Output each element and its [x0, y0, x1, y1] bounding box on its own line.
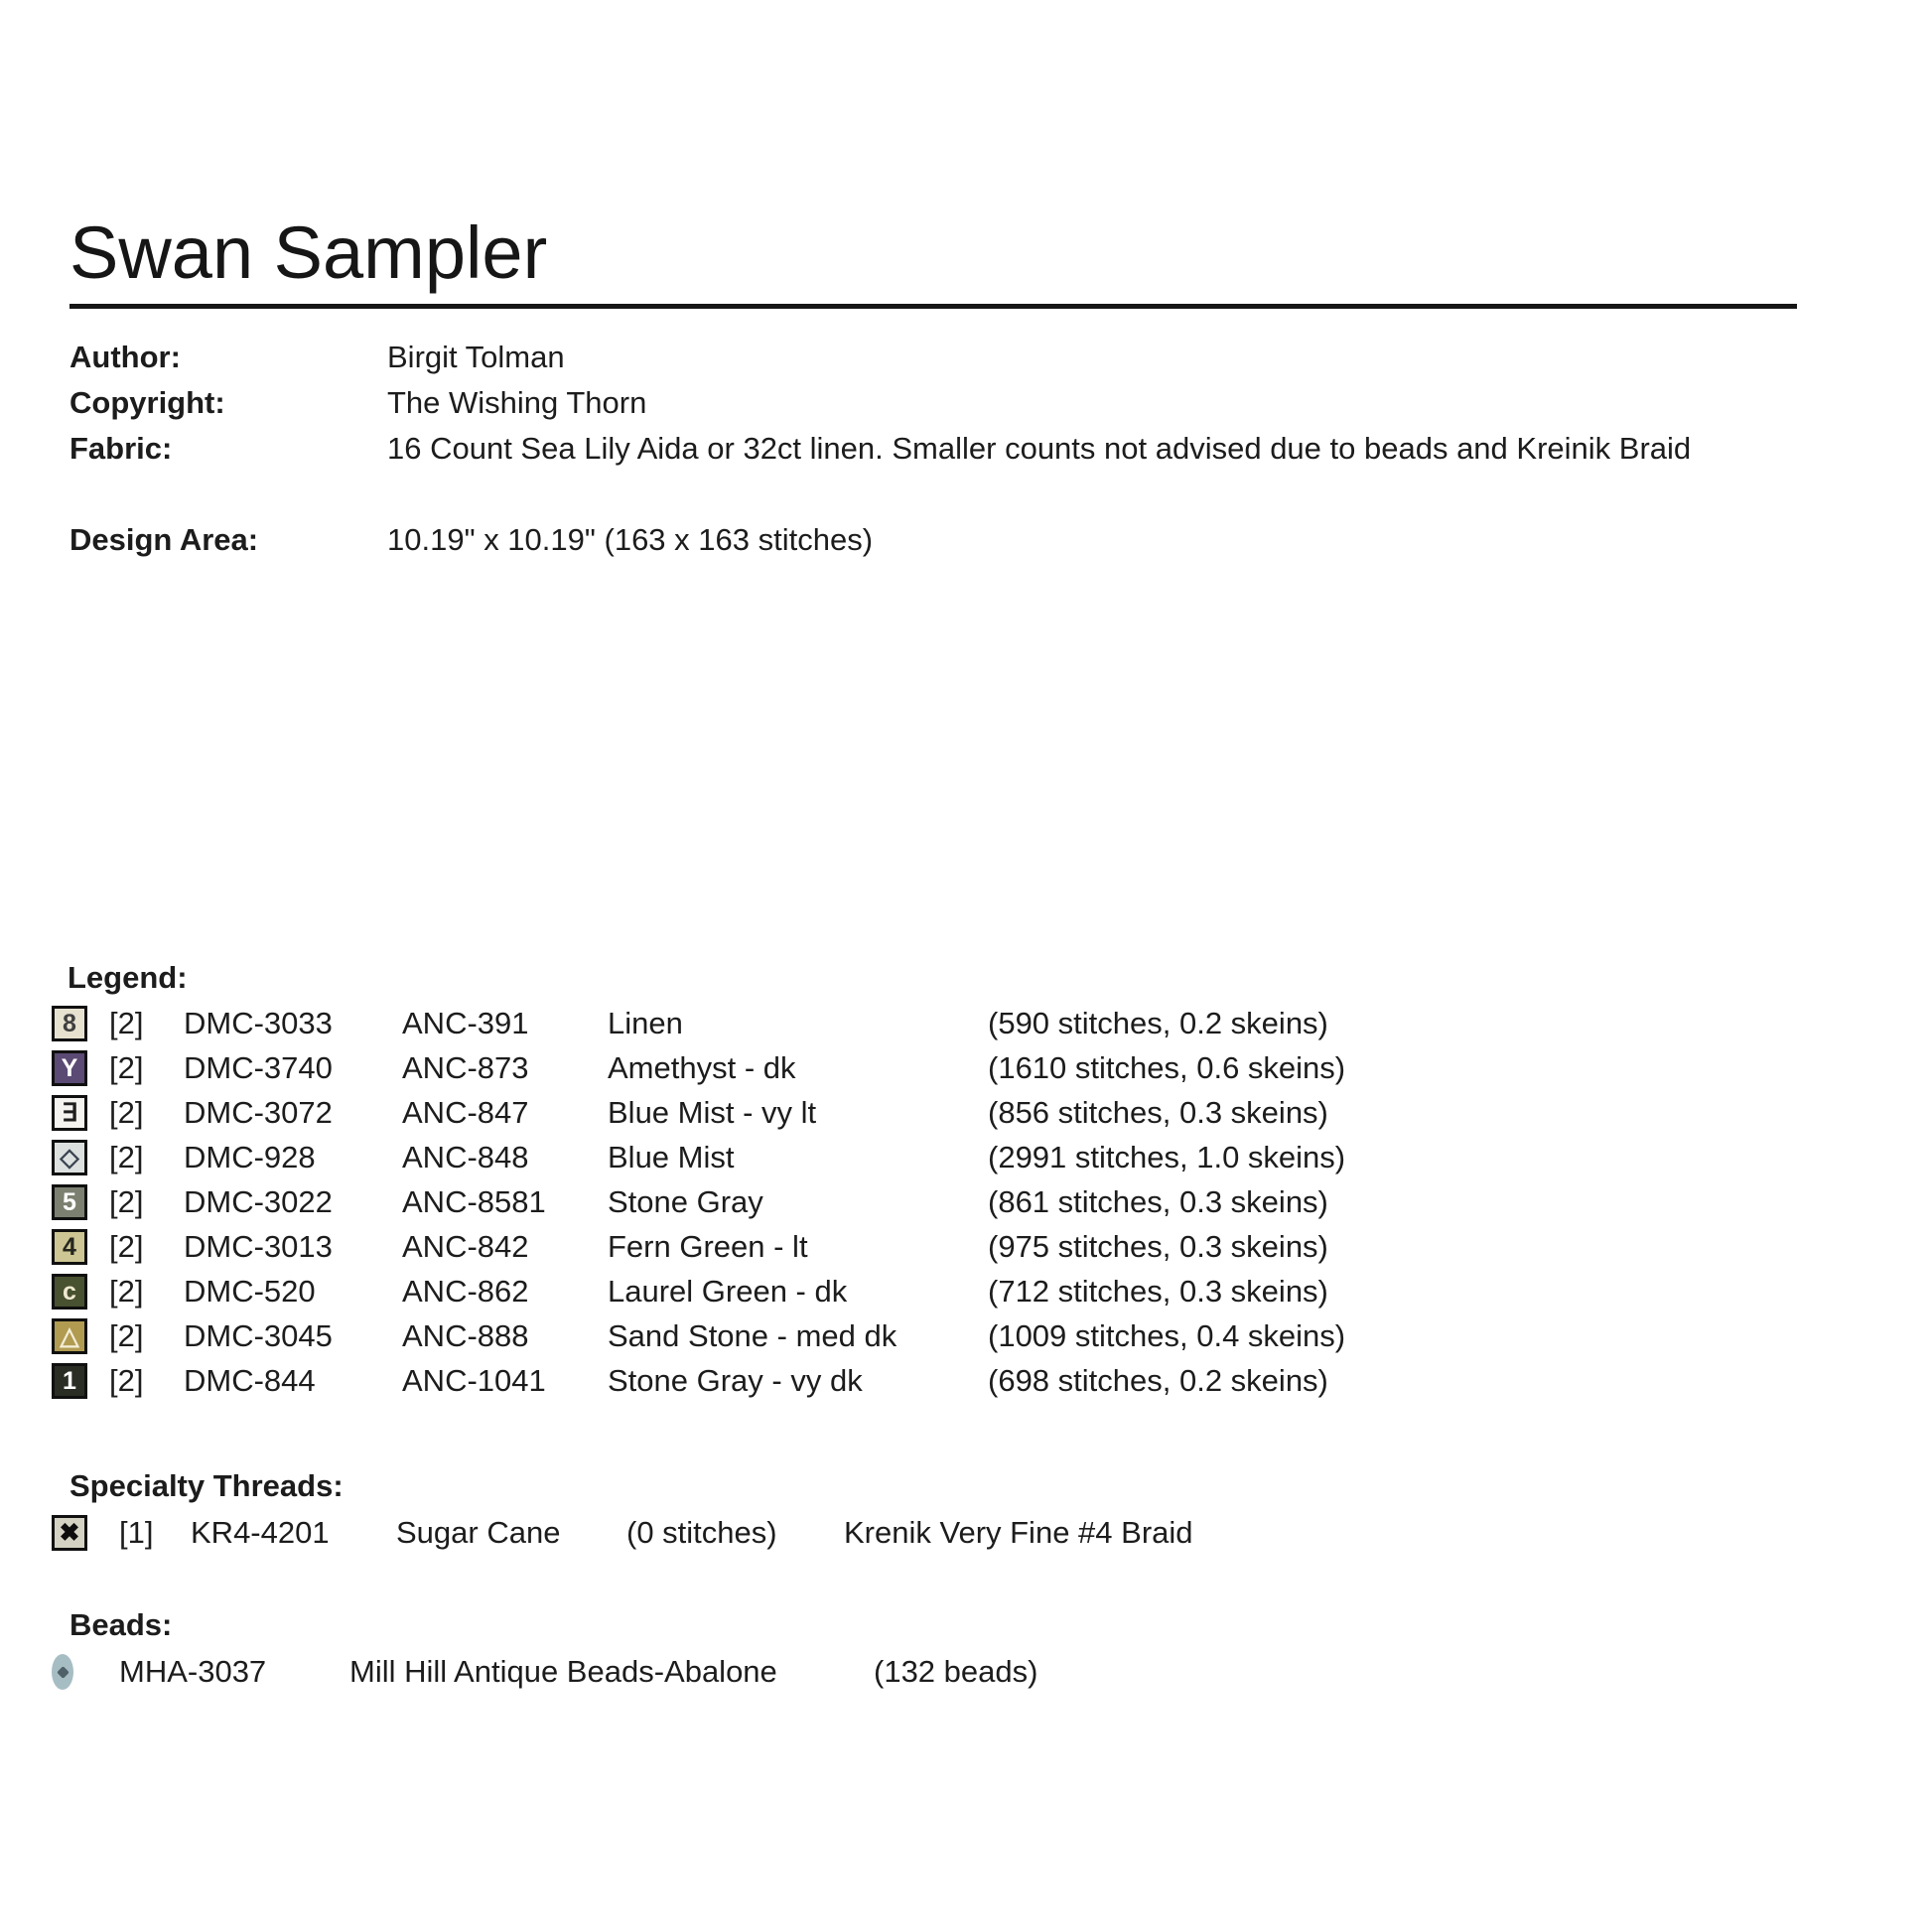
symbol-cell [52, 1318, 109, 1354]
bead-name: Mill Hill Antique Beads-Abalone [349, 1654, 777, 1689]
bead-icon [52, 1654, 73, 1690]
author-value: Birgit Tolman [387, 340, 565, 374]
legend-row [52, 1358, 1926, 1403]
dmc-code: DMC-3045 [184, 1317, 333, 1353]
fabric-value: 16 Count Sea Lily Aida or 32ct linen. Smaller counts not advised due to beads and Kreinik Braid [387, 431, 1692, 466]
bead-code: MHA-3037 [119, 1654, 267, 1689]
design-area-value: 10.19" x 10.19" (163 x 163 stitches) [387, 522, 874, 557]
copyright-row [69, 380, 1926, 426]
legend-row [52, 1001, 1926, 1045]
symbol-cell [52, 1515, 119, 1551]
symbol-cell [52, 1184, 109, 1220]
legend-row [52, 1224, 1926, 1269]
legend-row [52, 1135, 1926, 1179]
specialty-symbol-icon: ✖ [52, 1515, 87, 1551]
legend-row [52, 1313, 1926, 1358]
legend-row [52, 1045, 1926, 1090]
strand-count: [2] [109, 1273, 144, 1309]
usage-stats: (0 stitches) [626, 1515, 777, 1550]
dmc-code: DMC-928 [184, 1139, 316, 1174]
pattern-metadata [69, 335, 1926, 563]
copyright-label: Copyright: [69, 385, 225, 420]
specialty-thread-row [52, 1509, 1926, 1557]
anchor-code: ANC-842 [402, 1228, 529, 1264]
thread-color-name: Stone Gray [608, 1183, 763, 1219]
thread-symbol-icon: 1 [52, 1363, 87, 1399]
symbol-cell [52, 1274, 109, 1310]
dmc-code: DMC-844 [184, 1362, 316, 1398]
copyright-value: The Wishing Thorn [387, 385, 647, 420]
strand-count: [2] [109, 1005, 144, 1040]
thread-color-name: Linen [608, 1005, 683, 1040]
strand-count: [2] [109, 1228, 144, 1264]
thread-color-name: Blue Mist [608, 1139, 735, 1174]
specialty-threads-table [52, 1509, 1926, 1557]
usage-stats: (2991 stitches, 1.0 skeins) [988, 1139, 1346, 1174]
specialty-threads-heading: Specialty Threads: [69, 1468, 344, 1503]
legend-row [52, 1090, 1926, 1135]
dmc-code: DMC-3013 [184, 1228, 333, 1264]
symbol-cell [52, 1229, 109, 1265]
thread-symbol-icon: 5 [52, 1184, 87, 1220]
dmc-code: DMC-3072 [184, 1094, 333, 1130]
bead-row [52, 1648, 1926, 1696]
bead-icon-cell [52, 1654, 119, 1690]
legend-section [60, 955, 1926, 1403]
author-label: Author: [69, 340, 181, 374]
usage-stats: (1610 stitches, 0.6 skeins) [988, 1049, 1346, 1085]
legend-row [52, 1179, 1926, 1224]
anchor-code: ANC-847 [402, 1094, 529, 1130]
thread-color-name: Sugar Cane [396, 1515, 561, 1550]
usage-stats: (856 stitches, 0.3 skeins) [988, 1094, 1328, 1130]
legend-heading: Legend: [68, 960, 188, 995]
anchor-code: ANC-862 [402, 1273, 529, 1309]
title-underline [69, 304, 1797, 309]
anchor-code: ANC-8581 [402, 1183, 546, 1219]
anchor-code: ANC-391 [402, 1005, 529, 1040]
usage-stats: (590 stitches, 0.2 skeins) [988, 1005, 1328, 1040]
usage-stats: (698 stitches, 0.2 skeins) [988, 1362, 1328, 1398]
strand-count: [2] [109, 1139, 144, 1174]
fabric-label: Fabric: [69, 431, 173, 466]
thread-symbol-icon: Y [52, 1050, 87, 1086]
strand-count: [2] [109, 1049, 144, 1085]
thread-brand: Krenik Very Fine #4 Braid [844, 1515, 1193, 1550]
beads-heading: Beads: [69, 1607, 173, 1642]
bead-mark-icon [57, 1666, 69, 1679]
legend-table [52, 1001, 1926, 1403]
thread-symbol-icon: ◇ [52, 1140, 87, 1175]
thread-color-name: Stone Gray - vy dk [608, 1362, 863, 1398]
strand-count: [2] [109, 1317, 144, 1353]
beads-section [69, 1602, 1926, 1696]
usage-stats: (132 beads) [874, 1654, 1038, 1689]
dmc-code: DMC-3022 [184, 1183, 333, 1219]
legend-row [52, 1269, 1926, 1313]
thread-symbol-icon: ∃ [52, 1095, 87, 1131]
thread-color-name: Sand Stone - med dk [608, 1317, 897, 1353]
dmc-code: DMC-3740 [184, 1049, 333, 1085]
anchor-code: ANC-1041 [402, 1362, 546, 1398]
thread-color-name: Amethyst - dk [608, 1049, 796, 1085]
strand-count: [2] [109, 1183, 144, 1219]
anchor-code: ANC-888 [402, 1317, 529, 1353]
thread-color-name: Blue Mist - vy lt [608, 1094, 817, 1130]
symbol-cell [52, 1140, 109, 1175]
symbol-cell [52, 1363, 109, 1399]
spacer-row [69, 472, 1926, 517]
design-area-row [69, 517, 1926, 563]
symbol-cell [52, 1006, 109, 1041]
usage-stats: (712 stitches, 0.3 skeins) [988, 1273, 1328, 1309]
symbol-cell [52, 1050, 109, 1086]
usage-stats: (975 stitches, 0.3 skeins) [988, 1228, 1328, 1264]
thread-color-name: Laurel Green - dk [608, 1273, 848, 1309]
thread-symbol-icon: 8 [52, 1006, 87, 1041]
dmc-code: DMC-3033 [184, 1005, 333, 1040]
dmc-code: DMC-520 [184, 1273, 316, 1309]
beads-table [52, 1648, 1926, 1696]
strand-count: [1] [119, 1515, 154, 1550]
anchor-code: ANC-873 [402, 1049, 529, 1085]
author-row [69, 335, 1926, 380]
strand-count: [2] [109, 1094, 144, 1130]
page-title: Swan Sampler [69, 211, 548, 294]
anchor-code: ANC-848 [402, 1139, 529, 1174]
thread-code: KR4-4201 [191, 1515, 330, 1550]
thread-symbol-icon: 4 [52, 1229, 87, 1265]
thread-symbol-icon: c [52, 1274, 87, 1310]
fabric-row [69, 426, 1926, 472]
symbol-cell [52, 1095, 109, 1131]
thread-color-name: Fern Green - lt [608, 1228, 808, 1264]
usage-stats: (1009 stitches, 0.4 skeins) [988, 1317, 1346, 1353]
strand-count: [2] [109, 1362, 144, 1398]
thread-symbol-icon: △ [52, 1318, 87, 1354]
specialty-threads-section [59, 1463, 1926, 1557]
usage-stats: (861 stitches, 0.3 skeins) [988, 1183, 1328, 1219]
design-area-label: Design Area: [69, 522, 259, 557]
